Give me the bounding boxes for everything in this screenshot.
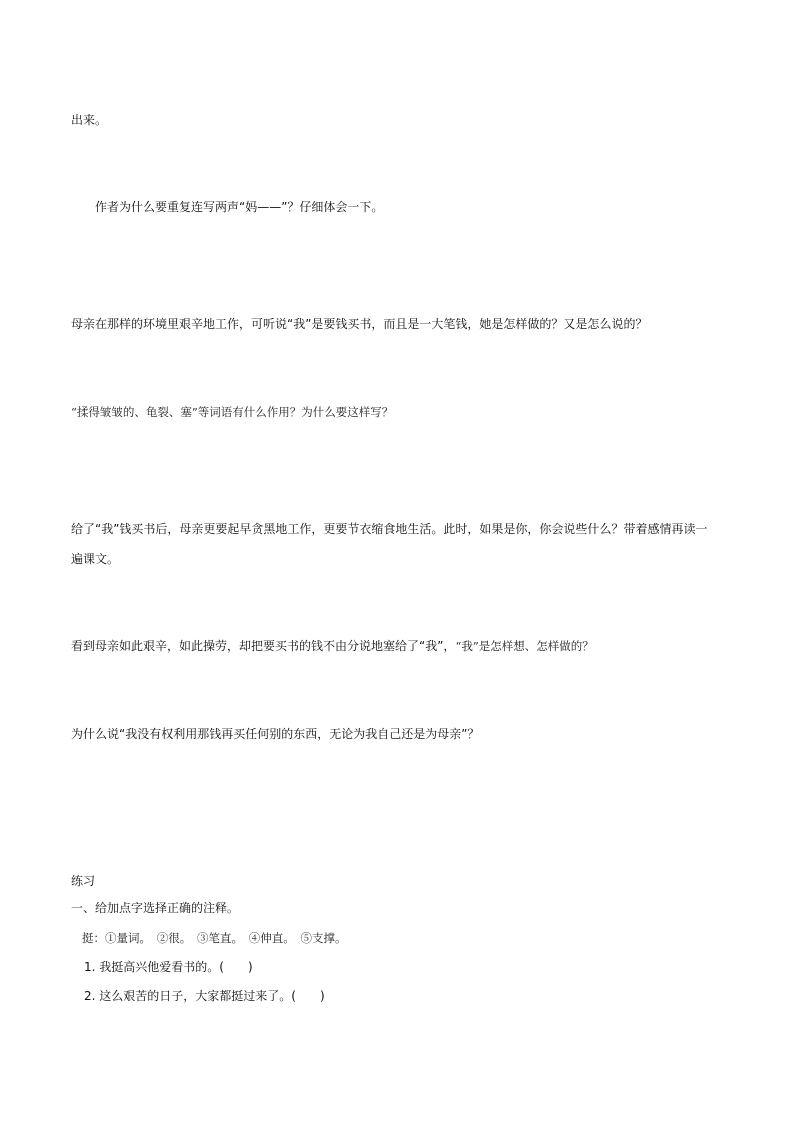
question-how-i-think-part1: 看到母亲如此艰辛，如此操劳，却把要买书的钱不由分说地塞给了“我”， (71, 639, 456, 653)
question-how-i-think (71, 638, 594, 654)
question-repeat-ma: 作者为什么要重复连写两声“妈——”？仔细体会一下。 (95, 200, 384, 214)
exercise-section-title: 一、给加点字选择正确的注释。 (71, 901, 240, 915)
exercise-options: 挺：①量词。 ②很。 ③笔直。 ④伸直。 ⑤支撑。 (82, 931, 347, 945)
question-word-usage: “揉得皱皱的、龟裂、塞”等词语有什么作用？为什么要这样写？ (71, 405, 394, 419)
question-mother-response: 母亲在那样的环境里艰辛地工作，可听说“我”是要钱买书，而且是一大笔钱，她是怎样做的？又是怎么说的？ (71, 317, 648, 331)
exercise-item-2: 2. 这么艰苦的日子，大家都挺过来了。( ) (84, 989, 325, 1003)
question-what-would-you-say-cont: 遍课文。 (71, 552, 120, 566)
text-continuation: 出来。 (71, 113, 108, 127)
exercise-heading: 练习 (71, 874, 96, 888)
exercise-item-1: 1. 我挺高兴他爱看书的。( ) (84, 960, 253, 974)
question-no-right: 为什么说“我没有权利用那钱再买任何别的东西，无论为我自己还是为母亲”？ (71, 727, 480, 741)
question-what-would-you-say: 给了“我”钱买书后，母亲更要起早贪黑地工作，更要节衣缩食地生活。此时，如果是你，你会说些什么？带着感情再读一 (71, 522, 708, 536)
question-how-i-think-part2: “我”是怎样想、怎样做的？ (455, 639, 594, 653)
